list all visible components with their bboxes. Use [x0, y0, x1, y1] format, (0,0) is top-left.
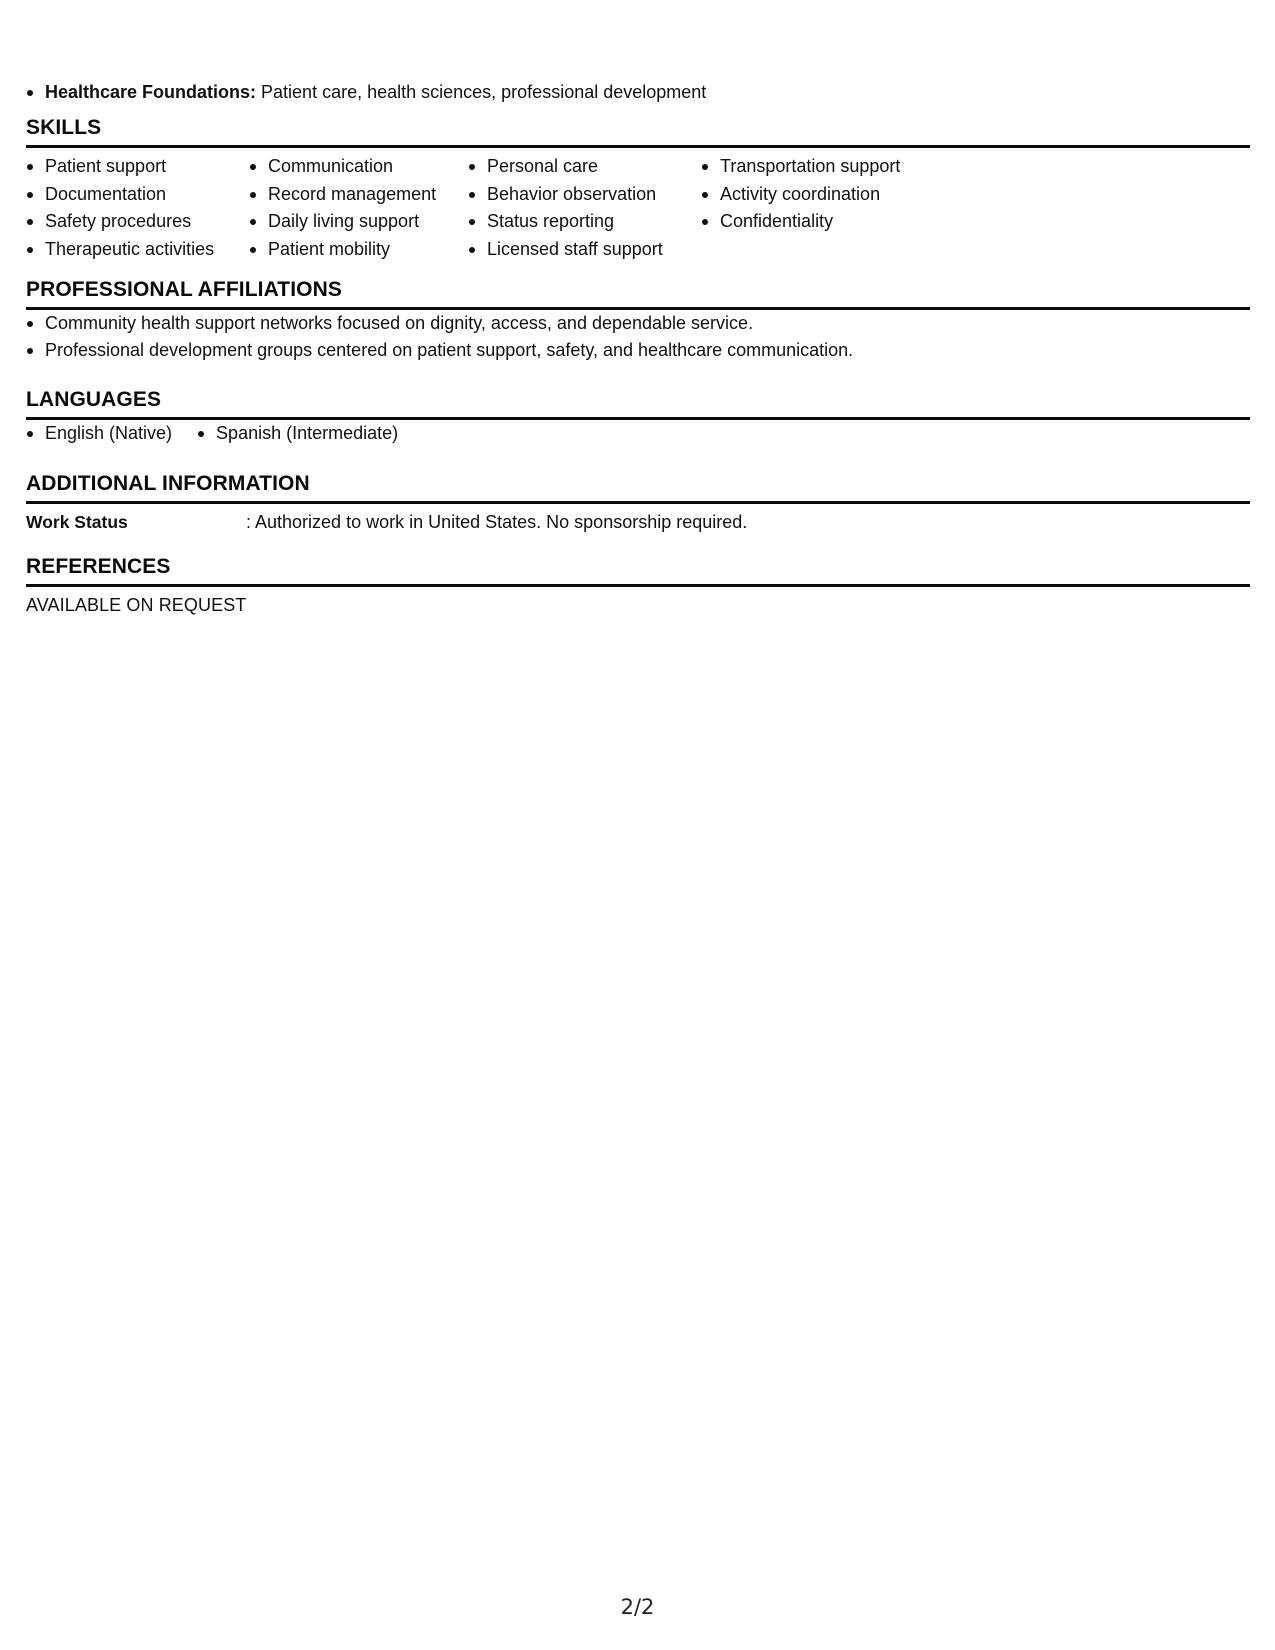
skill-item: Patient mobility [249, 236, 468, 264]
skill-item: Transportation support [701, 153, 941, 181]
skill-item: Personal care [468, 153, 701, 181]
work-status-value: : Authorized to work in United States. No sponsorship required. [246, 512, 748, 532]
skill-item: Daily living support [249, 208, 468, 236]
skill-item: Patient support [26, 153, 249, 181]
affiliation-item: Professional development groups centered on patient support, safety, and healthcare communication. [26, 337, 1250, 364]
additional-info-section [26, 470, 1250, 536]
skill-item: Activity coordination [701, 181, 941, 209]
skills-grid [26, 153, 1250, 263]
skills-column-4 [701, 153, 941, 263]
section-title-skills: SKILLS [26, 116, 102, 139]
skill-item: Licensed staff support [468, 236, 701, 264]
education-continued-list [26, 79, 706, 106]
section-title-affiliations: PROFESSIONAL AFFILIATIONS [26, 278, 342, 301]
skill-item: Safety procedures [26, 208, 249, 236]
skill-item: Behavior observation [468, 181, 701, 209]
skills-column-3 [468, 153, 701, 263]
work-status-row [26, 509, 1250, 536]
page-number: 2/2 [620, 1595, 655, 1619]
skill-item: Communication [249, 153, 468, 181]
affiliations-section [26, 276, 1250, 363]
languages-list [26, 420, 1250, 447]
language-item: Spanish (Intermediate) [197, 420, 398, 447]
education-item-label: Healthcare Foundations: [45, 82, 257, 102]
section-title-languages: LANGUAGES [26, 388, 162, 411]
skill-item: Status reporting [468, 208, 701, 236]
education-item-text: Patient care, health sciences, professional development [256, 82, 707, 102]
affiliations-list [26, 310, 1250, 363]
section-divider [26, 584, 1250, 587]
skill-item: Therapeutic activities [26, 236, 249, 264]
resume-page [26, 0, 1250, 1650]
skill-item: Documentation [26, 181, 249, 209]
languages-section [26, 386, 1250, 447]
work-status-label: Work Status [26, 512, 128, 532]
skills-column-1 [26, 153, 249, 263]
affiliation-item: Community health support networks focused on dignity, access, and dependable service. [26, 310, 1250, 337]
skills-section [26, 114, 1250, 263]
section-title-additional-info: ADDITIONAL INFORMATION [26, 472, 310, 495]
section-title-references: REFERENCES [26, 555, 171, 578]
language-item: English (Native) [26, 420, 172, 447]
list-item [26, 79, 706, 106]
section-divider [26, 145, 1250, 148]
section-divider [26, 501, 1250, 504]
references-section [26, 553, 1250, 619]
references-text: AVAILABLE ON REQUEST [26, 595, 247, 615]
skills-column-2 [249, 153, 468, 263]
skill-item: Confidentiality [701, 208, 941, 236]
skill-item: Record management [249, 181, 468, 209]
